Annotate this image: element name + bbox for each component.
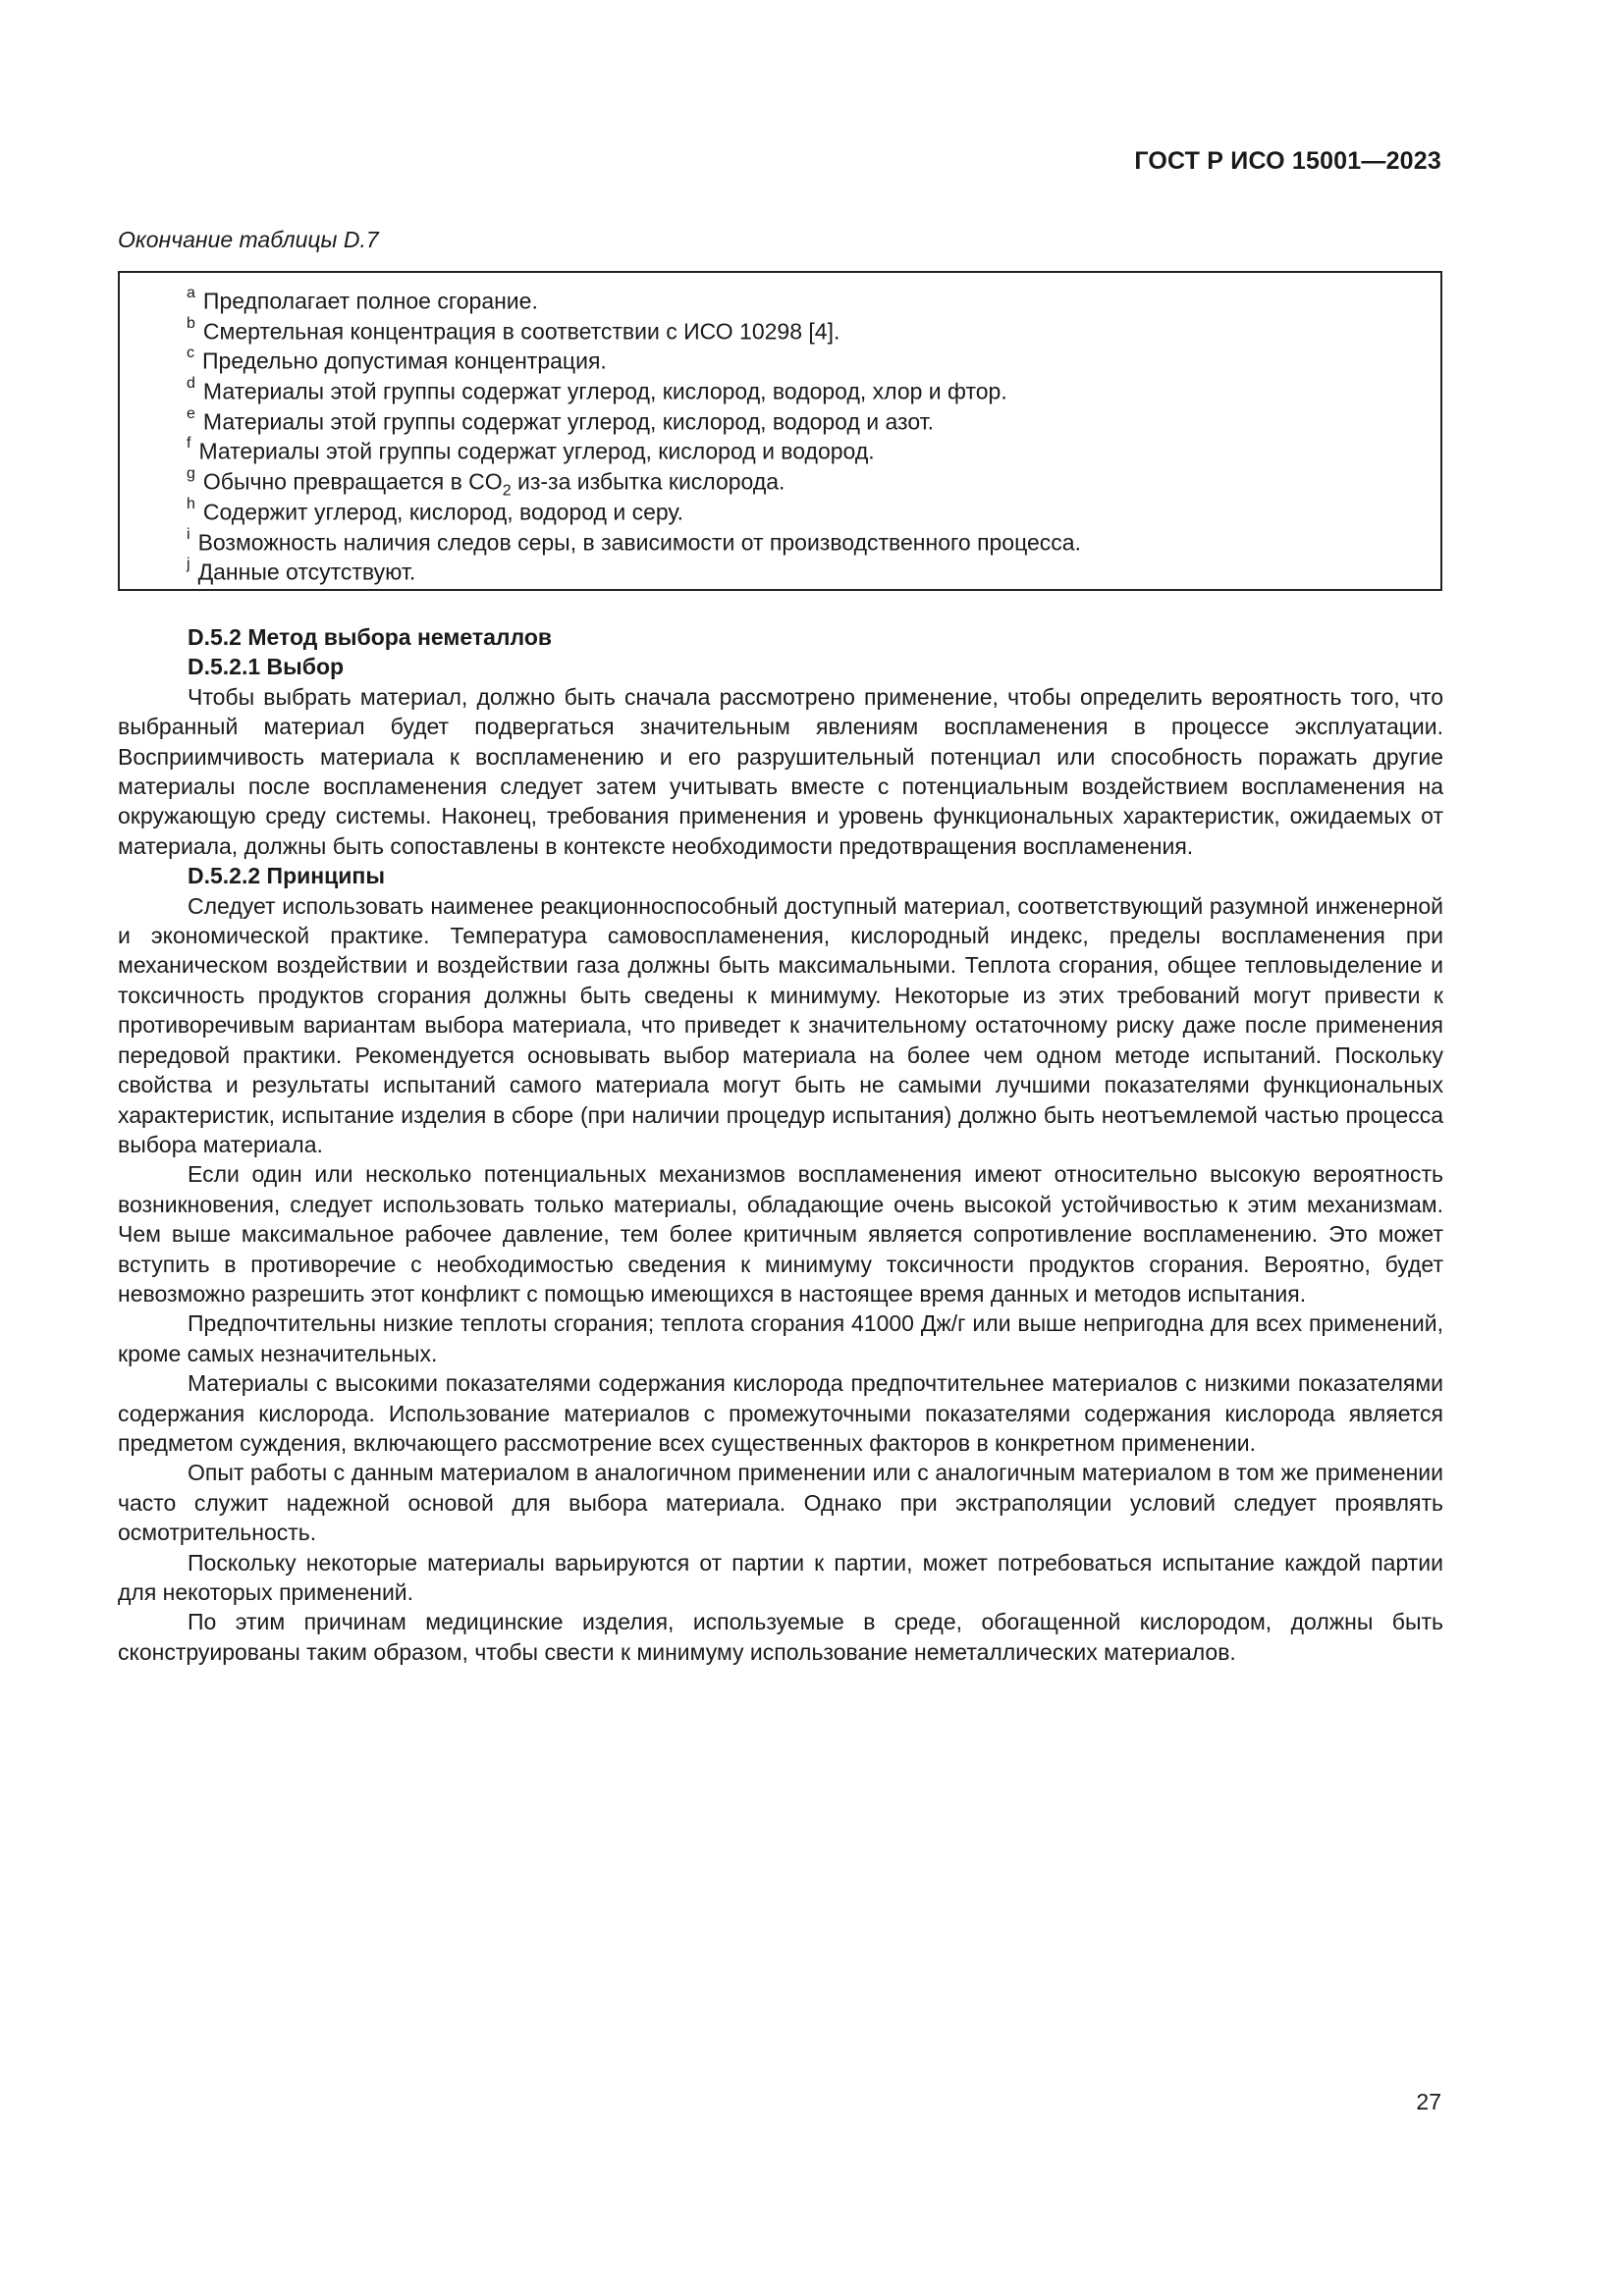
paragraph: Предпочтительны низкие теплоты сгорания; теплота сгорания 41000 Дж/г или выше непригодна для всех применений, кроме самых незначительных. [118,1310,1443,1366]
note-mark: b [187,314,195,332]
table-note [187,462,1440,500]
note-mark: a [187,285,195,301]
paragraph: Поскольку некоторые материалы варьируются от партии к партии, может потребоваться испытание каждой партии для некоторых применений. [118,1549,1443,1605]
table-note [187,342,1440,375]
note-mark: j [187,556,190,573]
note-mark: g [187,465,195,483]
paragraph: Чтобы выбрать материал, должно быть сначала рассмотрено применение, чтобы определить вероятность того, что выбранный материал будет подвергаться значительным явлениям воспламенения в процессе эксплуатации. Восприимчивость материала к воспламенению и его разрушительный потенциал или способность поражать другие материалы после воспламенения следует затем учитывать вместе с потенциальным воздействием воспламенения на окружающую среду системы. Наконец, требования применения и уровень функциональных характеристик, ожидаемых от материала, должны быть сопоставлены в контексте необходимости предотвращения воспламенения. [118,683,1443,859]
note-text: из-за избытка кислорода. [511,468,785,495]
note-mark: d [187,375,195,393]
section-heading-d522: D.5.2.2 Принципы [188,863,385,889]
note-text: Данные отсутствуют. [197,559,416,585]
note-text: Предельно допустимая концентрация. [202,348,607,375]
section-content [118,622,1443,1667]
table-caption: Окончание таблицы D.7 [118,227,379,252]
table-note [187,312,1440,343]
note-mark: e [187,404,195,422]
paragraph: Следует использовать наименее реакционноспособный доступный материал, соответствующий разумной инженерной и экономической практике. Температура самовоспламенения, кислородный индекс, пределы воспламенения при механическом воздействии и воздействии газа должны быть максимальными. Теплота сгорания, общее тепловыделение и токсичность продуктов сгорания должны быть сведены к минимуму. Некоторые из этих требований могут привести к противоречивым вариантам выбора материала, что приведет к значительному остаточному риску даже после применения передовой практики. Рекомендуется основывать выбор материала на более чем одном методе испытаний. Поскольку свойства и результаты испытаний самого материала могут быть не самыми лучшими показателями функциональных характеристик, испытание изделия в сборе (при наличии процедур испытания) должно быть неотъемлемой частью процесса выбора материала. [118,892,1443,1157]
table-note [187,553,1440,583]
document-header: ГОСТ Р ИСО 15001—2023 [1134,147,1441,175]
section-heading-d521: D.5.2.1 Выбор [188,654,345,680]
note-text: Возможность наличия следов серы, в зависимости от производственного процесса. [197,529,1081,556]
note-subscript: 2 [502,482,512,500]
note-mark: h [187,495,195,512]
note-text: Смертельная концентрация в соответствии с ИСО 10298 [4]. [202,318,840,345]
note-mark: f [187,435,191,453]
page-number: 27 [1416,2089,1441,2114]
table-note [187,493,1440,523]
table-note [187,372,1440,402]
paragraph: Если один или несколько потенциальных механизмов воспламенения имеют относительно высокую вероятность возникновения, следует использовать только материалы, обладающие очень высокой устойчивостью к этим механизмам. Чем выше максимальное рабочее давление, тем более критичным является сопротивление воспламенению. Это может вступить в противоречие с необходимостью сведения к минимуму токсичности продуктов сгорания. Вероятно, будет невозможно разрешить этот конфликт с помощью имеющихся в настоящее время данных и методов испытания. [118,1161,1443,1307]
paragraph: По этим причинам медицинские изделия, используемые в среде, обогащенной кислородом, должны быть сконструированы таким образом, чтобы свести к минимуму использование неметаллических материалов. [118,1609,1443,1665]
note-mark: c [187,345,194,362]
note-text: Предполагает полное сгорание. [202,288,538,314]
table-note [187,402,1440,433]
paragraph: Материалы с высокими показателями содержания кислорода предпочтительнее материалов с низкими показателями содержания кислорода. Использование материалов с промежуточными показателями содержания кислорода является предметом суждения, включающего рассмотрение всех существенных факторов в конкретном применении. [118,1370,1443,1456]
note-mark: i [187,525,190,543]
table-notes-box [118,271,1442,591]
note-text: Обычно превращается в CO [202,468,503,495]
note-text: Материалы этой группы содержат углерод, кислород и водород. [198,439,875,465]
note-text: Материалы этой группы содержат углерод, кислород, водород и азот. [202,408,934,435]
table-note [187,282,1440,312]
paragraph: Опыт работы с данным материалом в аналогичном применении или с аналогичным материалом в том же применении часто служит надежной основой для выбора материала. Однако при экстраполяции условий следует проявлять осмотрительность. [118,1460,1443,1546]
section-heading-d52: D.5.2 Метод выбора неметаллов [188,624,553,650]
note-text: Материалы этой группы содержат углерод, кислород, водород, хлор и фтор. [202,378,1007,404]
table-note [187,523,1440,554]
table-note [187,432,1440,465]
note-text: Содержит углерод, кислород, водород и серу. [202,499,683,525]
